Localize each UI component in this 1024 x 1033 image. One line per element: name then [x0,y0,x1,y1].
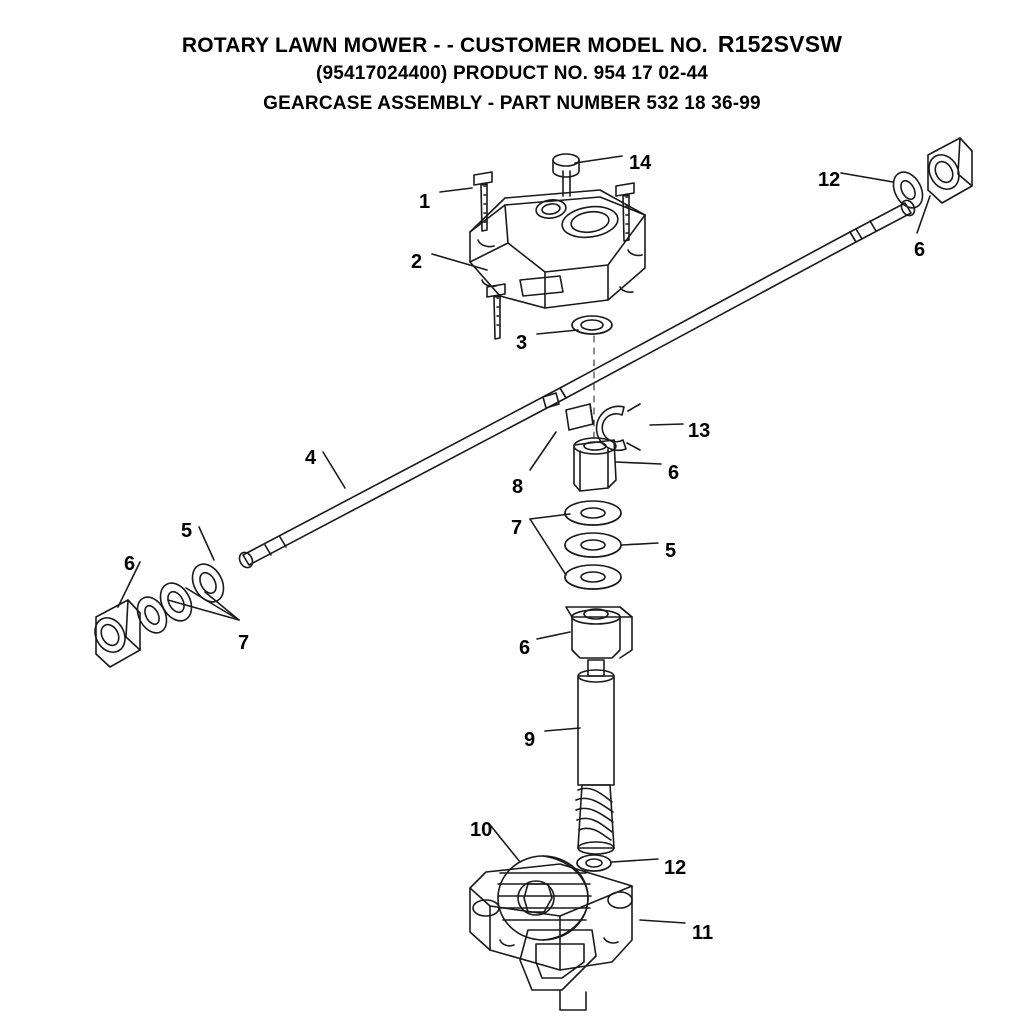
title-line-1-text: ROTARY LAWN MOWER - - CUSTOMER MODEL NO. [181,34,708,57]
callout-4: 4 [305,447,317,469]
callout-1: 1 [419,191,431,213]
callout-10: 10 [470,819,493,841]
callout-5-mid: 5 [665,540,677,562]
key-part-8 [566,404,593,430]
callout-7-mid: 7 [511,517,523,539]
callout-14: 14 [629,152,652,174]
callout-13: 13 [688,420,711,442]
worm-shaft-part-9 [576,660,614,854]
callout-6-left: 6 [124,553,136,575]
title-line-2: (95417024400) PRODUCT NO. 954 17 02-44 [315,63,709,84]
flanged-bushing-part-6-low [566,607,632,658]
callout-6-mid: 6 [668,462,680,484]
bushing-part-6-top [923,138,972,203]
callout-7-left: 7 [238,632,250,654]
leader-lines [118,156,930,923]
bushing-part-6-mid [574,438,616,491]
customer-model-number: R152SVSW [717,31,843,57]
washers-part-5-and-7-left [132,559,230,638]
gearcase-cover-part-2 [470,190,645,308]
washer-part-7-upper [565,501,621,525]
washer-part-12-top [888,167,929,213]
callout-2: 2 [411,251,423,273]
callout-8: 8 [512,476,524,498]
cover-screws-part-1 [474,172,634,339]
bushing-part-6-left [89,600,140,667]
seal-part-3 [572,316,612,334]
callout-12-top: 12 [818,169,841,191]
washer-part-5-mid [565,533,621,557]
callout-3: 3 [516,332,528,354]
vent-plug-part-14 [553,154,579,196]
callout-12-low: 12 [664,857,687,879]
callout-6-low: 6 [519,637,531,659]
callout-11: 11 [692,922,714,944]
callout-5-left: 5 [181,520,193,542]
drive-shaft-part-4 [237,198,917,570]
title-line-3: GEARCASE ASSEMBLY - PART NUMBER 532 18 36-99 [263,93,761,114]
callout-9: 9 [524,729,536,751]
callout-6-top: 6 [914,239,926,261]
washer-part-12-low [577,855,611,871]
gearcase-housing-part-11 [470,864,632,1010]
washer-part-7-lower [565,565,621,589]
